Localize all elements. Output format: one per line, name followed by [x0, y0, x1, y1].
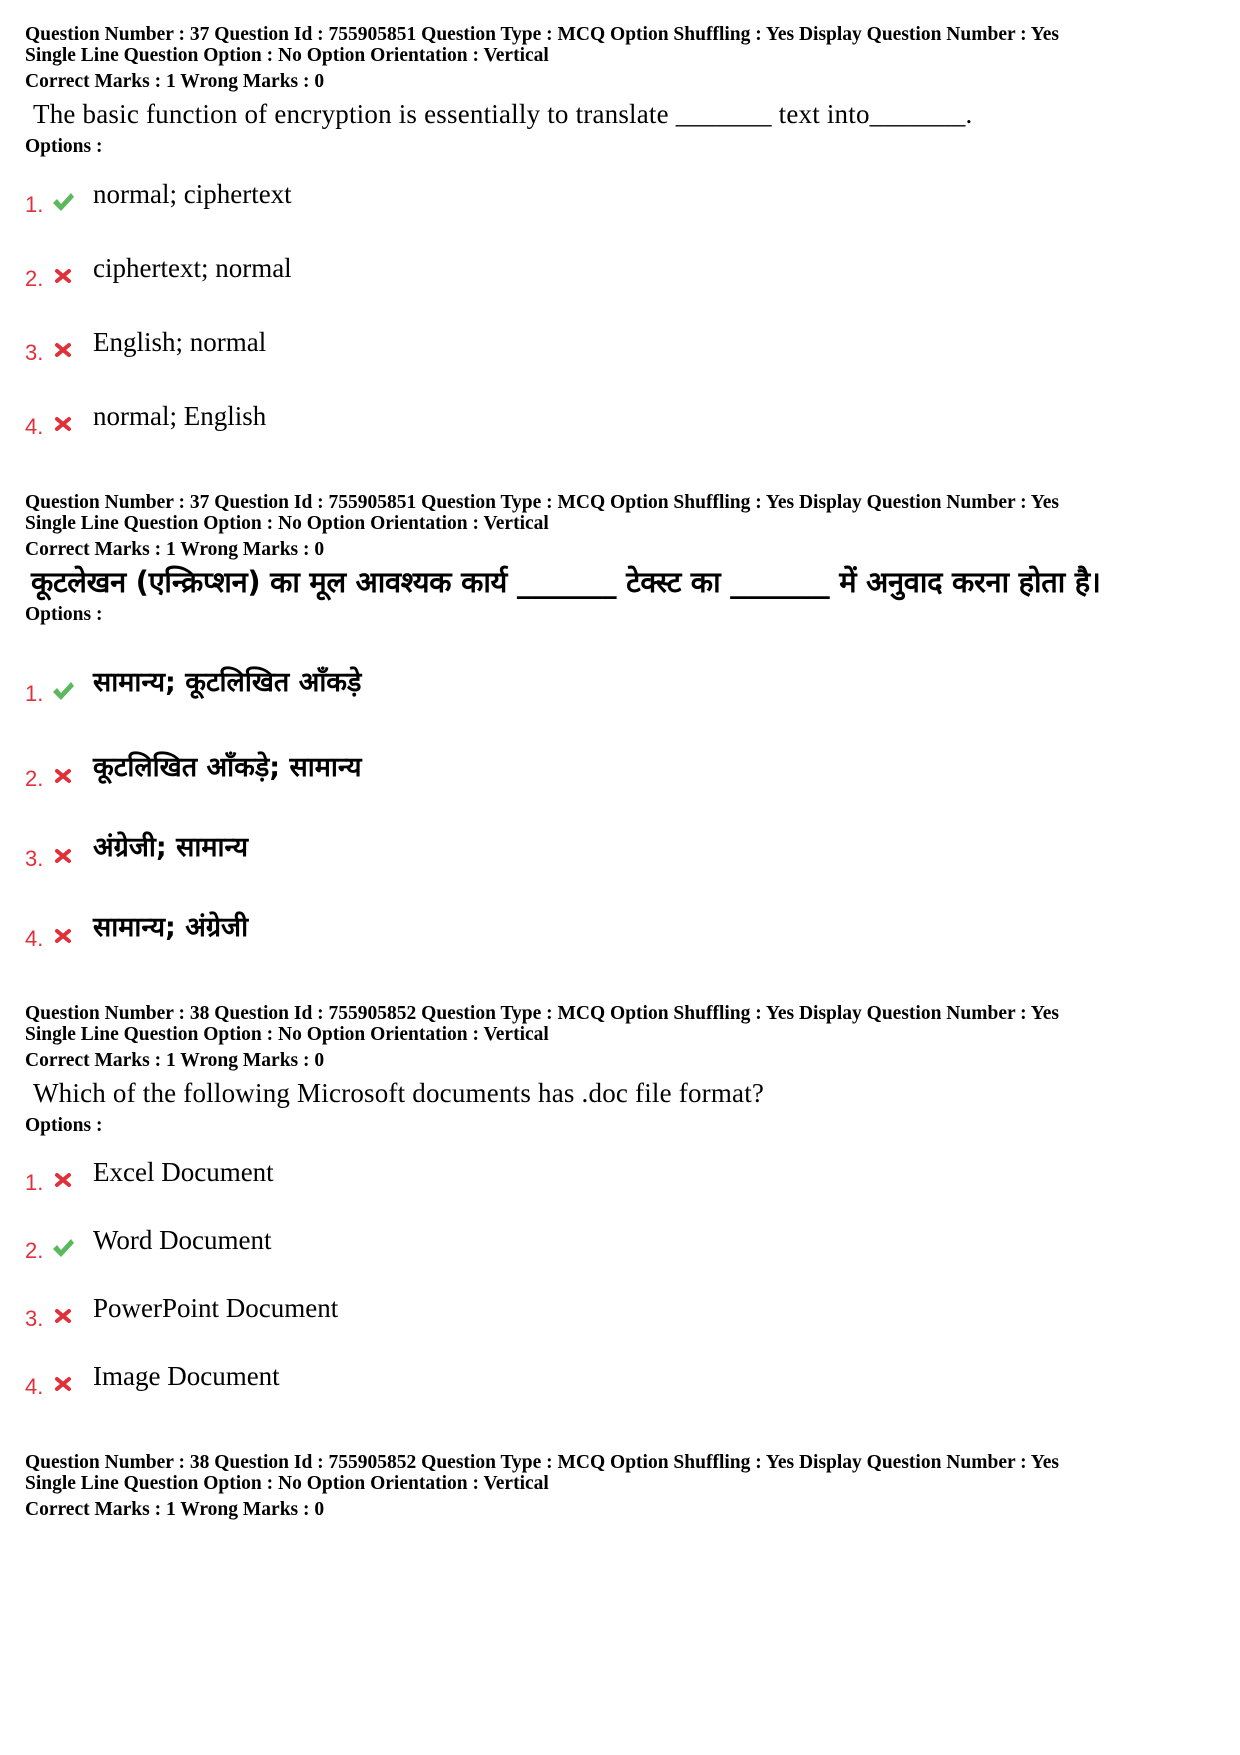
question-text: Which of the following Microsoft documents has .doc file format?: [33, 1078, 765, 1108]
question-meta-line1: Question Number : 38 Question Id : 755905852 Question Type : MCQ Option Shuffling : Yes Display Question Number : Yes: [25, 1003, 1059, 1024]
question-block-3: [25, 1003, 1215, 1137]
option-text: Word Document: [93, 1225, 272, 1255]
option-row: [25, 1292, 925, 1332]
marks-line: Correct Marks : 1 Wrong Marks : 0: [25, 1499, 325, 1520]
option-row: [25, 752, 925, 792]
option-number: 1.: [25, 192, 44, 217]
option-text: Image Document: [93, 1361, 280, 1391]
option-row: [25, 178, 925, 218]
cross-icon: [51, 338, 75, 362]
options-label: Options :: [25, 1115, 103, 1136]
option-text: अंग्रेजी; सामान्य: [93, 832, 249, 863]
option-number: 4.: [25, 1374, 44, 1399]
option-number: 3.: [25, 340, 44, 365]
option-row: [25, 400, 925, 440]
option-row: [25, 1224, 925, 1264]
option-row: [25, 912, 925, 952]
option-text: सामान्य; अंग्रेजी: [93, 912, 249, 943]
option-text: English; normal: [93, 327, 267, 357]
option-text: सामान्य; कूटलिखित आँकड़े: [93, 667, 362, 698]
option-number: 2.: [25, 266, 44, 291]
marks-line: Correct Marks : 1 Wrong Marks : 0: [25, 1050, 325, 1071]
cross-icon: [51, 264, 75, 288]
cross-icon: [51, 844, 75, 868]
question-block-2: [25, 492, 1215, 626]
option-number: 2.: [25, 766, 44, 791]
option-row: [25, 832, 925, 872]
option-text: कूटलिखित आँकड़े; सामान्य: [93, 752, 362, 783]
option-text: PowerPoint Document: [93, 1293, 339, 1323]
cross-icon: [51, 924, 75, 948]
question-meta-line1: Question Number : 37 Question Id : 755905851 Question Type : MCQ Option Shuffling : Yes Display Question Number : Yes: [25, 24, 1059, 45]
option-row: [25, 326, 925, 366]
option-number: 3.: [25, 846, 44, 871]
option-text: normal; ciphertext: [93, 179, 292, 209]
option-number: 1.: [25, 681, 44, 706]
cross-icon: [51, 1168, 75, 1192]
option-row: [25, 252, 925, 292]
cross-icon: [51, 412, 75, 436]
option-row: [25, 1156, 925, 1196]
option-number: 3.: [25, 1306, 44, 1331]
question-meta-line2: Single Line Question Option : No Option Orientation : Vertical: [25, 1473, 549, 1494]
question-meta-line1: Question Number : 37 Question Id : 755905851 Question Type : MCQ Option Shuffling : Yes Display Question Number : Yes: [25, 492, 1059, 513]
question-meta-line2: Single Line Question Option : No Option Orientation : Vertical: [25, 1024, 549, 1045]
option-text: Excel Document: [93, 1157, 274, 1187]
check-icon: [51, 190, 75, 214]
option-text: normal; English: [93, 401, 267, 431]
cross-icon: [51, 1304, 75, 1328]
question-meta-line2: Single Line Question Option : No Option Orientation : Vertical: [25, 513, 549, 534]
marks-line: Correct Marks : 1 Wrong Marks : 0: [25, 539, 325, 560]
question-text: The basic function of encryption is essentially to translate _______ text into_______.: [33, 99, 973, 129]
option-row: [25, 1360, 925, 1400]
marks-line: Correct Marks : 1 Wrong Marks : 0: [25, 71, 325, 92]
question-meta-line1: Question Number : 38 Question Id : 755905852 Question Type : MCQ Option Shuffling : Yes Display Question Number : Yes: [25, 1452, 1059, 1473]
question-block-1: [25, 24, 1215, 158]
option-row: [25, 667, 925, 707]
option-number: 4.: [25, 414, 44, 439]
option-text: ciphertext; normal: [93, 253, 292, 283]
question-meta-line2: Single Line Question Option : No Option Orientation : Vertical: [25, 45, 549, 66]
option-number: 4.: [25, 926, 44, 951]
options-label: Options :: [25, 136, 103, 157]
option-number: 1.: [25, 1170, 44, 1195]
question-text: कूटलेखन (एन्क्रिप्शन) का मूल आवश्यक कार्य _______ टेक्स्ट का _______ में अनुवाद करना होता है।: [31, 565, 1101, 599]
cross-icon: [51, 1372, 75, 1396]
cross-icon: [51, 764, 75, 788]
options-label: Options :: [25, 604, 103, 625]
option-number: 2.: [25, 1238, 44, 1263]
question-block-4: [25, 1452, 1215, 1520]
check-icon: [51, 679, 75, 703]
check-icon: [51, 1236, 75, 1260]
